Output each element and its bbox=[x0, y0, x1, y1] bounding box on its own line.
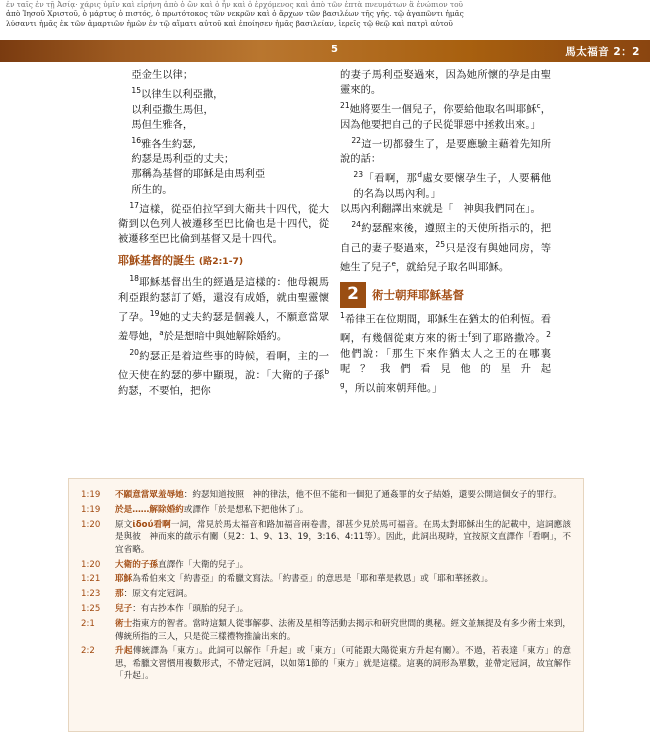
footnote-body: 一詞，常見於馬太福音和路加福音兩卷書，卻甚少見於馬可福音。在馬太對耶穌出生的記載中，這詞應該是與彼 神而來的啟示有關（見2：1、9、13、19，3:16、4:11等）。因此，此詞出現時，宜按原文直譯作「看啊」，不宜省略。 bbox=[115, 519, 571, 555]
footnote-marker: g bbox=[340, 379, 345, 389]
footnote-text bbox=[115, 618, 571, 643]
verse-line: 馬但生雅各， bbox=[131, 118, 194, 131]
footnote-ref: 1:20 bbox=[81, 559, 101, 570]
verse-paragraph bbox=[118, 345, 329, 399]
greek-line-1: ἐν ταῖς ἐν τῇ Ἀσίᾳ· χάρις ὑμῖν καὶ εἰρήνη ἀπὸ ὁ ὢν καὶ ὁ ἦν καὶ ὁ ἐρχόμενος καὶ ἀπὸ τῶν ἑπτὰ πνευμάτων ἃ ἐνώπιον τοῦ bbox=[6, 0, 464, 9]
footnote-marker: d bbox=[417, 170, 422, 180]
footnote-row bbox=[81, 504, 571, 516]
verse-number: 23 bbox=[353, 170, 364, 180]
verse-text-tail: ，所以前來朝拜他。」 bbox=[344, 382, 443, 395]
verse-line: 以利亞撒生馬但， bbox=[131, 103, 214, 116]
verse-number: 2 bbox=[546, 330, 552, 340]
footnote-keyword: 術士 bbox=[115, 619, 133, 630]
chapter-start bbox=[340, 282, 551, 308]
footnote-body: ：約瑟知道按照 神的律法，他不但不能和一個犯了通姦罪的女子結婚，還要公開這個女子的罪行。 bbox=[183, 490, 562, 500]
footnote-ref: 2:1 bbox=[81, 619, 95, 630]
verse-number: 16 bbox=[131, 135, 142, 145]
footnote-body: ：有古抄本作「頭胎的兒子」。 bbox=[132, 604, 249, 615]
section-heading-title: 耶穌基督的誕生 bbox=[118, 254, 195, 268]
footnote-keyword: 耶穌 bbox=[115, 574, 133, 585]
scripture-body bbox=[0, 68, 650, 464]
footnote-text bbox=[115, 645, 571, 682]
footnote-text bbox=[115, 519, 571, 556]
footnote-keyword: ἰδού看啊 bbox=[132, 519, 171, 530]
footnote-text bbox=[115, 573, 571, 585]
verse-paragraph bbox=[340, 217, 551, 276]
footnote-body: 直譯作「大衛的兒子」。 bbox=[157, 559, 249, 570]
verse-number: 25 bbox=[435, 239, 446, 249]
verse-number: 22 bbox=[351, 135, 361, 145]
verse-text-tail: 處女要懷孕生子，人要稱他的名為以馬內利。」 bbox=[353, 172, 551, 200]
footnote-keyword: 升起 bbox=[115, 646, 133, 657]
verse-paragraph bbox=[118, 198, 329, 248]
section-heading-ref: (路2:1-7) bbox=[198, 256, 244, 268]
footnote-row bbox=[81, 573, 571, 585]
verse-text: 約瑟醒來後，遵照主的天使所指示的，把自己的妻子娶過來， bbox=[340, 222, 551, 255]
verse-line bbox=[118, 83, 329, 103]
verse-text: 耶穌基督出生的經過是這樣的：他母親馬利亞跟約瑟訂了婚，還沒有成婚，就由聖靈懷了孕。 bbox=[118, 276, 329, 324]
verse-text: 這樣，從亞伯拉罕到大衛共十四代，從大衛到以色列人被遷移至巴比倫也是十四代，從被遷移至巴比倫到基督又是十四代。 bbox=[118, 203, 329, 246]
verse-number: 19 bbox=[149, 308, 160, 318]
footnote-keyword: 兒子 bbox=[115, 604, 133, 615]
footnote-text bbox=[115, 559, 571, 571]
footnote-row bbox=[81, 559, 571, 571]
footnote-row bbox=[81, 603, 571, 615]
verse-text: 雅各生約瑟, bbox=[141, 138, 196, 151]
verse-line: 那稱為基督的耶穌是由馬利亞 bbox=[131, 168, 266, 181]
footnote-ref: 1:21 bbox=[81, 574, 101, 585]
verse-line bbox=[118, 133, 329, 153]
verse-number: 17 bbox=[129, 200, 139, 210]
verse-text-tail: 約瑟，不要怕，把你 bbox=[118, 384, 211, 397]
greek-text-band bbox=[0, 0, 650, 40]
footnote-row bbox=[81, 588, 571, 600]
page-number: 5 bbox=[331, 44, 338, 55]
verse-text: 「看啊，那 bbox=[363, 172, 418, 185]
footnote-marker: c bbox=[536, 101, 541, 111]
verse-line: 亞金生以律； bbox=[131, 69, 194, 81]
verse-text: 這一切都發生了，是要應驗主藉着先知所說的話： bbox=[340, 138, 551, 166]
verse-number: 24 bbox=[351, 220, 361, 230]
footnote-marker: e bbox=[391, 259, 396, 269]
footnote-ref: 1:23 bbox=[81, 589, 101, 600]
section-heading bbox=[118, 253, 329, 269]
footnote-ref: 1:19 bbox=[81, 504, 101, 515]
right-text-column bbox=[340, 68, 551, 396]
verse-text: 他們說：「那生下來作猶太人之王的在哪裏呢？我們看見他的星升起 bbox=[340, 347, 551, 375]
verse-paragraph bbox=[118, 271, 329, 345]
verse-paragraph bbox=[340, 133, 551, 168]
greek-line-2: ἀπὸ Ἰησοῦ Χριστοῦ, ὁ μάρτυς ὁ πιστός, ὁ πρωτότοκος τῶν νεκρῶν καὶ ὁ ἄρχων τῶν βασιλέων τῆς γῆς. τῷ ἀγαπῶντι ἡμᾶς bbox=[6, 9, 464, 19]
footnote-ref: 1:20 bbox=[81, 519, 101, 530]
verse-paragraph bbox=[340, 308, 551, 397]
verse-paragraph bbox=[340, 98, 551, 133]
verse-text: 約瑟正是着這些事的時候，看啊，主的一位天使在約瑟的夢中顯現，說：「大衛的子孫 bbox=[118, 350, 329, 382]
verse-text: 她的丈夫約瑟是個義人，不願意當眾羞辱她， bbox=[118, 311, 330, 343]
footnote-keyword: 不願意當眾羞辱她 bbox=[115, 490, 184, 500]
verse-number: 20 bbox=[129, 347, 139, 357]
footnote-row bbox=[81, 645, 571, 682]
verse-number: 18 bbox=[129, 274, 139, 284]
footnote-marker: f bbox=[468, 330, 471, 340]
footnote-body: 傳統譯為「東方」。此詞可以解作「升起」或「東方」（可能跟大陽從東方升起有關）。不過，若表達「東方」的意思，希臘文習慣用複數形式，不帶定冠詞，以如第1節的「東方」就是這樣。這裏的詞形為單數，並帶定冠詞，故宜解作「升起」。 bbox=[115, 646, 571, 682]
verse-paragraph bbox=[340, 167, 551, 202]
verse-text-tail: 到了耶路撒冷。 bbox=[470, 332, 547, 345]
verse-paragraph: 以馬內利翻譯出來就是「 神與我們同在」。 bbox=[340, 203, 541, 216]
verse-number: 21 bbox=[340, 101, 350, 111]
footnote-prefix: 原文 bbox=[115, 519, 133, 530]
page-header-bar bbox=[0, 40, 650, 62]
chapter-title: 術士朝拜耶穌基督 bbox=[372, 287, 464, 302]
footnote-ref: 1:25 bbox=[81, 604, 101, 615]
footnote-keyword: 於是……解除婚約 bbox=[115, 504, 184, 515]
footnotes-list bbox=[69, 479, 583, 693]
verse-number: 15 bbox=[131, 86, 142, 96]
footnote-ref: 1:19 bbox=[81, 490, 101, 500]
chapter-number: 2 bbox=[340, 282, 366, 308]
footnote-keyword: 那 bbox=[115, 589, 124, 600]
footnote-marker: b bbox=[324, 367, 329, 377]
footnote-body: 為希伯來文「約書亞」的希臘文寫法。「約書亞」的意思是「耶和華是救恩」或「耶和華拯救」。 bbox=[132, 574, 494, 585]
verse-text: 以律生以利亞撒， bbox=[141, 88, 224, 101]
footnote-text bbox=[115, 588, 571, 600]
footnote-body: ：原文有定冠詞。 bbox=[123, 589, 193, 600]
greek-line-3: λύσαντι ἡμᾶς ἐκ τῶν ἁμαρτιῶν ἡμῶν ἐν τῷ αἵματι αὐτοῦ καὶ ἐποίησεν ἡμᾶς βασιλείαν, ἱερεῖς τῷ θεῷ καὶ πατρὶ αὐτοῦ bbox=[6, 18, 453, 28]
verse-text-tail: ，就給兒子取名叫耶穌。 bbox=[395, 261, 510, 274]
footnote-body: 或譯作「於是想私下把他休了」。 bbox=[183, 504, 309, 515]
footnote-text bbox=[115, 504, 571, 516]
verse-text: 她將要生一個兒子，你要給他取名叫耶穌 bbox=[349, 103, 537, 116]
verse-number: 1 bbox=[340, 310, 345, 320]
footnotes-panel bbox=[68, 478, 584, 732]
verse-line: 約瑟是馬利亞的丈夫； bbox=[131, 153, 235, 166]
verse-text: 希律王在位期間，耶穌生在猶太的伯利恆。看啊，有幾個從東方來的術士 bbox=[340, 313, 551, 345]
footnote-row bbox=[81, 519, 571, 556]
footnote-marker: a bbox=[159, 328, 164, 338]
footnote-text bbox=[115, 603, 571, 615]
verse-text: 只是沒有與她同房，等她生了兒子 bbox=[340, 242, 552, 274]
footnote-keyword: 大衛的子孫 bbox=[115, 559, 158, 570]
footnote-ref: 2:2 bbox=[81, 646, 95, 657]
verse-text-tail: ，因為他要把自己的子民從罪惡中拯救出來。」 bbox=[340, 103, 552, 131]
footnote-text bbox=[115, 489, 571, 501]
footnote-row bbox=[81, 489, 571, 501]
verse-line: 所生的。 bbox=[131, 183, 173, 196]
page-reference: 馬太福音 2：2 bbox=[565, 46, 640, 58]
left-text-column bbox=[118, 68, 329, 399]
verse-text-tail: 於是想暗中與她解除婚約。 bbox=[163, 330, 288, 343]
footnote-row bbox=[81, 618, 571, 643]
footnote-body: 指東方的智者。當時這類人從事解夢、法術及星相等活動去揭示和研究世間的奧秘。經文並無提及有多少術士來到，傳統所指的三人，只是從三樣禮物推論出來的。 bbox=[115, 619, 571, 642]
verse-paragraph: 的妻子馬利亞娶過來，因為她所懷的孕是由聖靈來的。 bbox=[340, 69, 551, 97]
